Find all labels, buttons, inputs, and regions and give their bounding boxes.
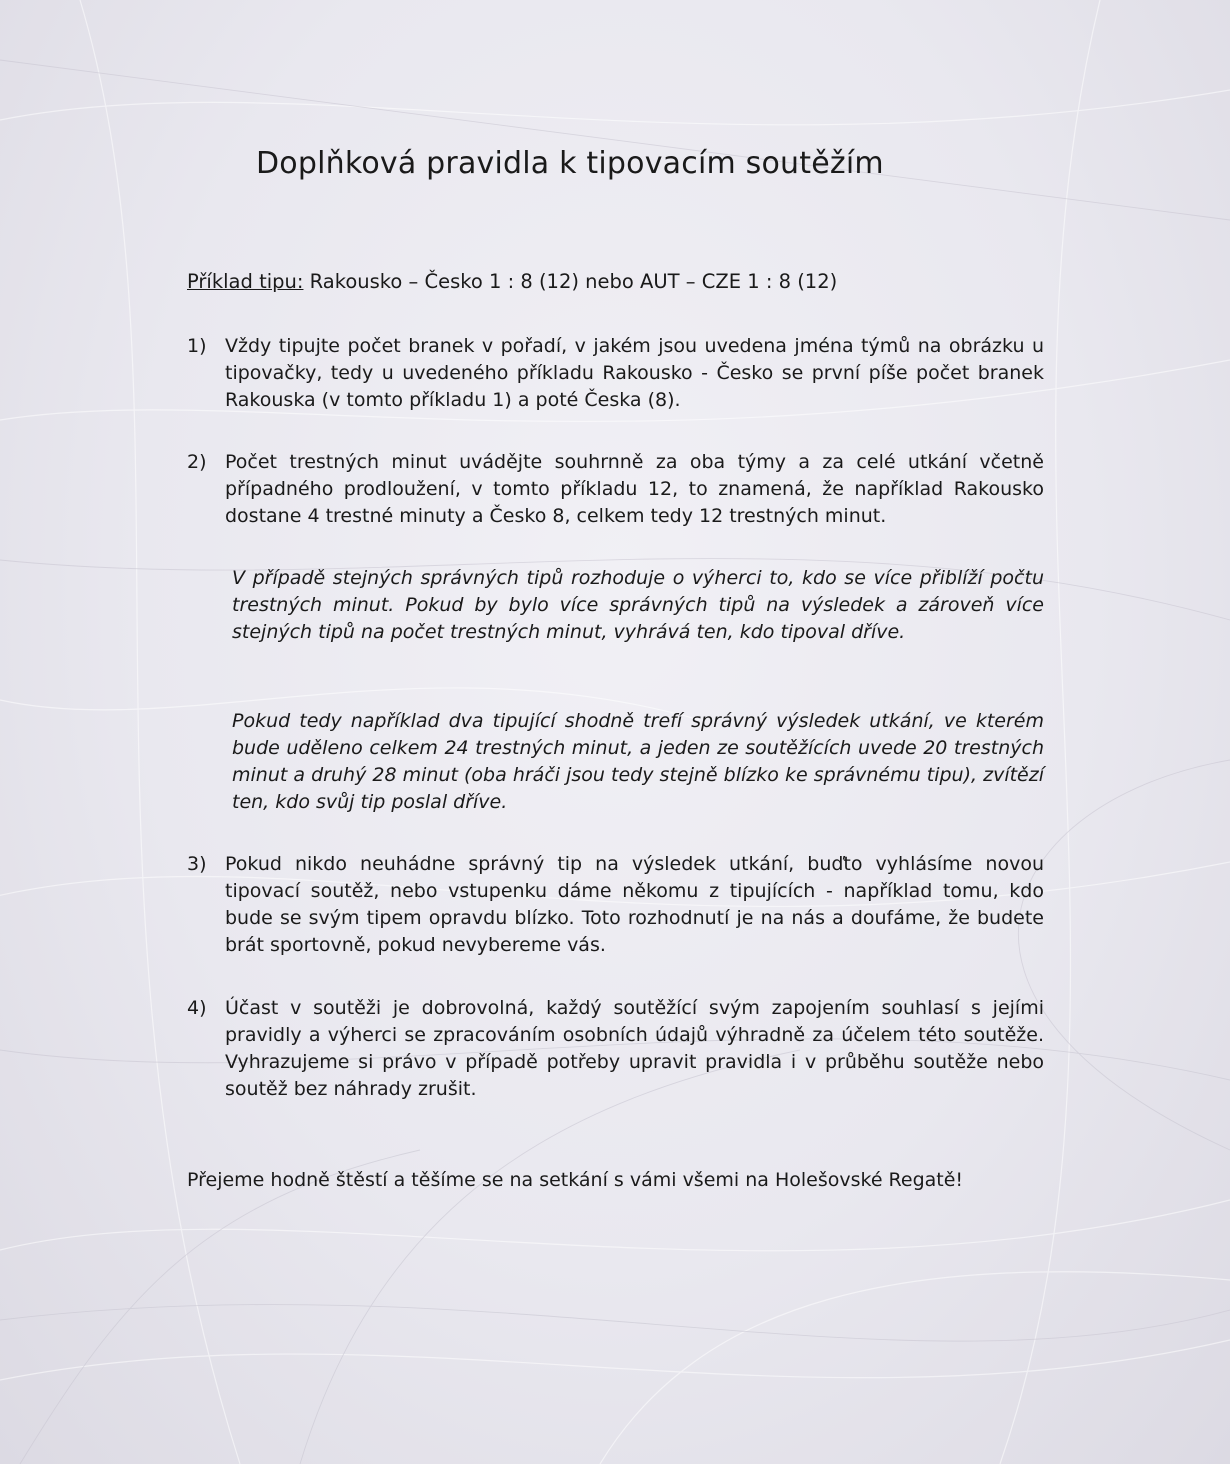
rule-1 bbox=[187, 333, 1044, 414]
example-match-full: Rakousko – Česko 1 : 8 (12) bbox=[309, 270, 579, 293]
rule-3 bbox=[187, 851, 1044, 959]
rule-2 bbox=[187, 449, 1044, 530]
rule-text: Počet trestných minut uvádějte souhrnně za oba týmy a za celé utkání včetně případného prodloužení, v tomto příkladu 12, to znamená, že například Rakousko dostane 4 trestné minuty a Česko 8, celkem tedy 12 trestných minut. bbox=[225, 451, 1044, 527]
rule-text: Účast v soutěži je dobrovolná, každý soutěžící svým zapojením souhlasí s jejími pravidly a výherci se zpracováním osobních údajů výhradně za účelem této soutěže. Vyhrazujeme si právo v případě potřeby upravit pravidla i v průběhu soutěže nebo soutěž bez náhrady zrušit. bbox=[225, 997, 1044, 1100]
rule-number: 1) bbox=[187, 335, 207, 357]
rule-text: Pokud nikdo neuhádne správný tip na výsledek utkání, buďto vyhlásíme novou tipovací soutěž, nebo vstupenku dáme někomu z tipujících - například tomu, kdo bude se svým tipem opravdu blízko. Toto rozhodnutí je na nás a doufáme, že budete brát sportovně, pokud nevybereme vás. bbox=[225, 853, 1044, 956]
tiebreak-note: V případě stejných správných tipů rozhoduje o výherci to, kdo se více přiblíží počtu trestných minut. Pokud by bylo více správných tipů na výsledek a zároveň více stejných tipů na počet trestných minut, vyhrává ten, kdo tipoval dříve. bbox=[232, 567, 1044, 643]
document-title: Doplňková pravidla k tipovacím soutěžím bbox=[256, 146, 884, 181]
rule-4 bbox=[187, 995, 1044, 1103]
example-match-short: AUT – CZE 1 : 8 (12) bbox=[640, 270, 838, 293]
closing-message: Přejeme hodně štěstí a těšíme se na setkání s vámi všemi na Holešovské Regatě! bbox=[187, 1169, 964, 1191]
tiebreak-example-note: Pokud tedy například dva tipující shodně trefí správný výsledek utkání, ve kterém bude uděleno celkem 24 trestných minut, a jeden ze soutěžících uvede 20 trestných minut a druhý 28 minut (oba hráči jsou tedy stejně blízko ke správnému tipu), zvítězí ten, kdo svůj tip poslal dříve. bbox=[232, 710, 1044, 813]
example-connector: nebo bbox=[585, 270, 634, 293]
rule-text: Vždy tipujte počet branek v pořadí, v jakém jsou uvedena jména týmů na obrázku u tipovačky, tedy u uvedeného příkladu Rakousko - Česko se první píše počet branek Rakouska (v tomto příkladu 1) a poté Česka (8). bbox=[225, 335, 1044, 411]
tip-example bbox=[187, 270, 1047, 293]
rule-number: 4) bbox=[187, 997, 207, 1019]
rule-number: 3) bbox=[187, 853, 207, 875]
example-label: Příklad tipu: bbox=[187, 270, 304, 293]
rule-number: 2) bbox=[187, 451, 207, 473]
